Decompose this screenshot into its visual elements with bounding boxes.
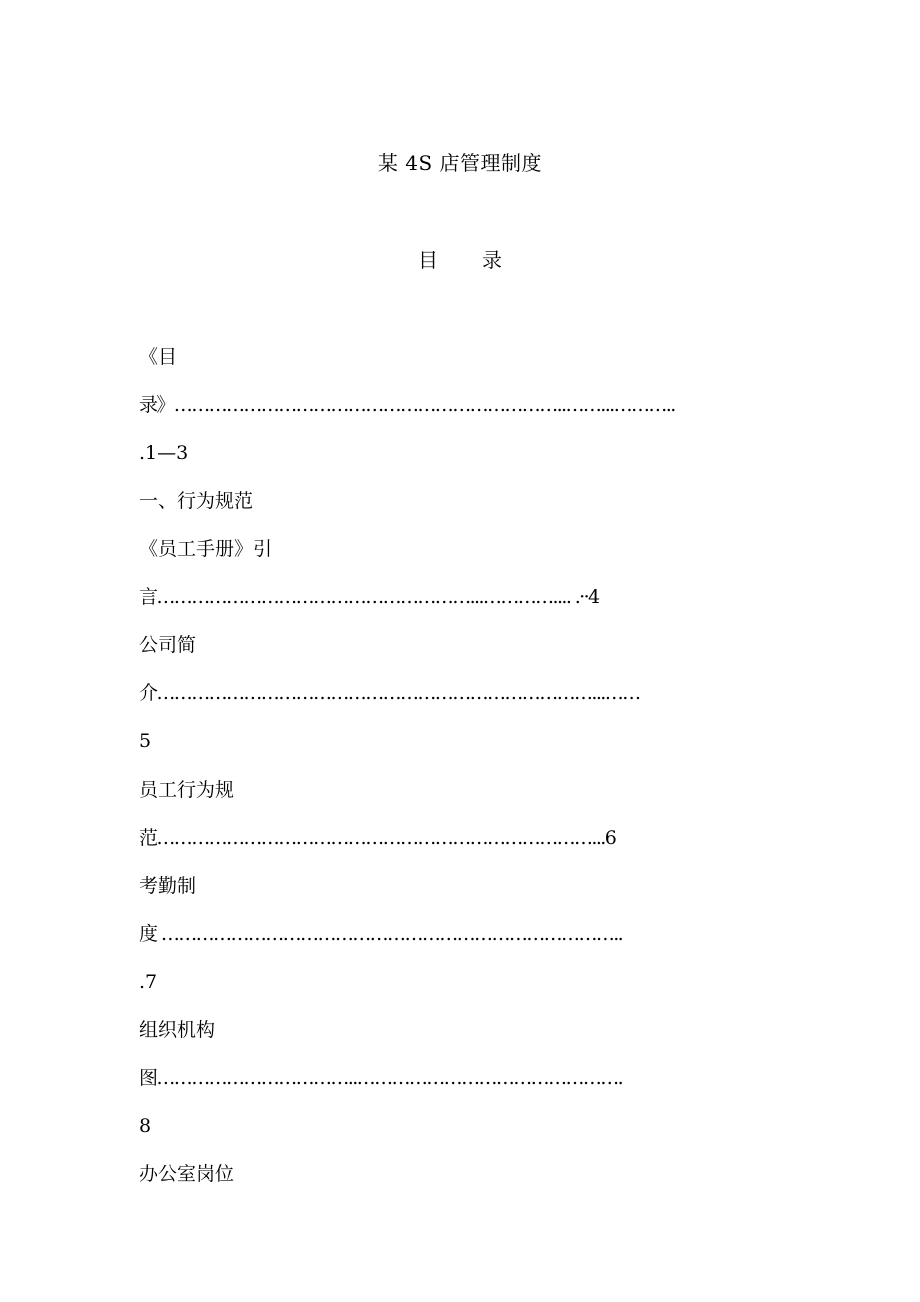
toc-line: 《员工手册》引 [139,538,273,560]
toc-line: 考勤制 [139,875,197,897]
toc-line: 《目 [139,346,178,368]
toc-line: 度 …………………………………………………………………….. [139,923,623,945]
toc-line: 8 [139,1115,152,1137]
toc-heading-left: 目 [418,248,438,272]
toc-line: .1—3 [139,442,189,464]
toc-line: 言………………………………………………...………….... .··4 [139,586,599,608]
toc-line: 介…………………………………………………………………...…… [139,682,640,704]
toc-line: 办公室岗位 [139,1163,235,1185]
toc-line: 录》…………………………………………………………..……...……….. [139,394,675,416]
toc-line: 范…………………………………………………………………...6 [139,827,616,849]
toc-line: 图……………………………..………………………………………. [139,1067,623,1089]
toc-line: 员工行为规 [139,779,235,801]
toc-heading [0,246,920,274]
document-title: 某 4S 店管理制度 [377,151,543,175]
toc-line: 组织机构 [139,1019,216,1041]
toc-line: 公司简 [139,634,197,656]
toc-heading-right: 录 [482,248,502,272]
toc-section-heading: 一、行为规范 [139,490,254,512]
toc-line: 5 [139,730,152,752]
toc-line: .7 [139,971,158,993]
